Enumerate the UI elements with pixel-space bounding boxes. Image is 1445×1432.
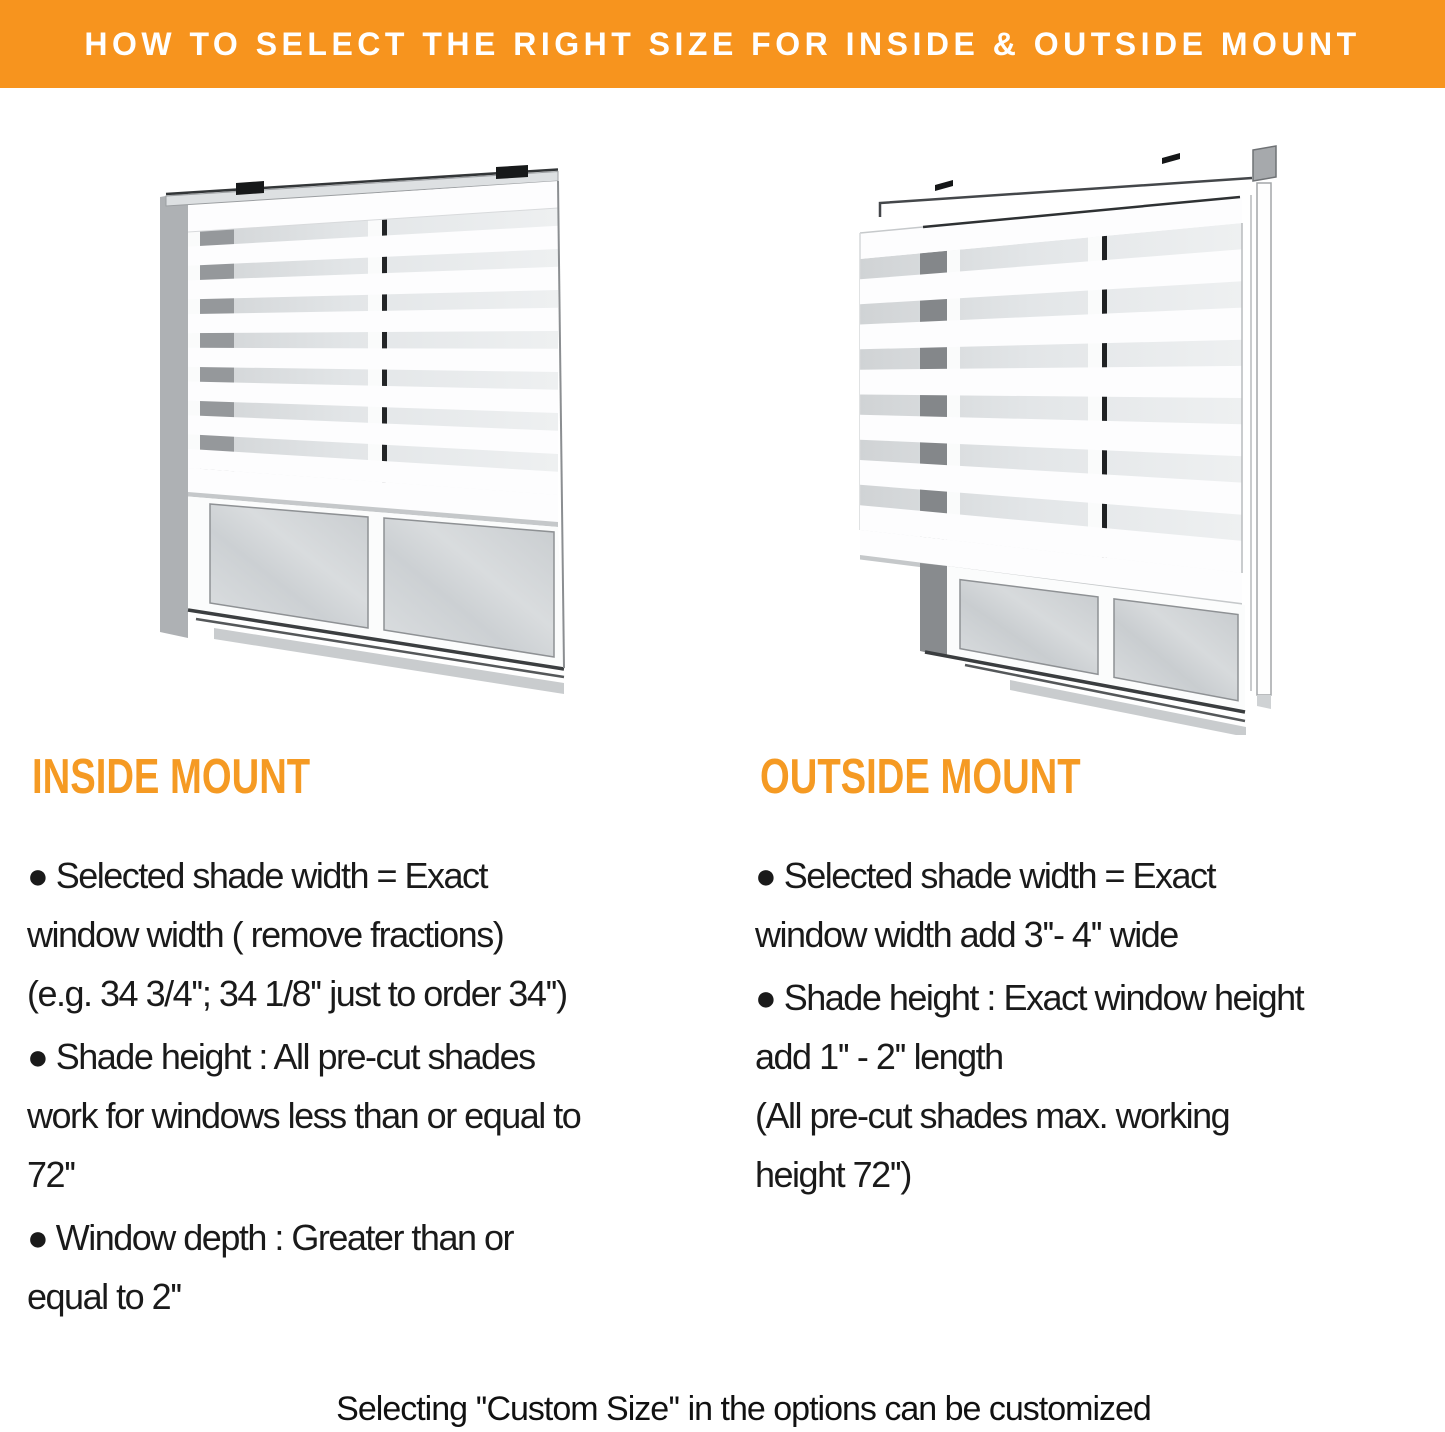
text-line: add 1'' - 2'' length (755, 1036, 1003, 1077)
outside-mount-section (755, 750, 1445, 1204)
outside-mount-window-illustration (830, 135, 1330, 735)
banner-title: HOW TO SELECT THE RIGHT SIZE FOR INSIDE & OUTSIDE MOUNT (84, 25, 1361, 62)
mount-screw-icon (1162, 153, 1180, 164)
text-line: ● Selected shade width = Exact (27, 855, 488, 896)
rail-end-cap (1253, 146, 1276, 181)
text-line: ● Shade height : All pre-cut shades (27, 1036, 535, 1077)
text-line: ● Shade height : Exact window height (755, 977, 1304, 1018)
text-line: window width ( remove fractions) (27, 914, 504, 955)
mount-clip-icon (236, 181, 264, 195)
inside-mount-heading: INSIDE MOUNT (32, 750, 311, 804)
custom-size-note: Selecting ''Custom Size'' in the options can be customized (336, 1390, 1151, 1428)
text-line: equal to 2'' (27, 1276, 181, 1317)
text-line: (e.g. 34 3/4''; 34 1/8'' just to order 34'') (27, 973, 567, 1014)
mount-clip-icon (496, 165, 528, 179)
title-banner (0, 0, 1445, 88)
text-line: ● Window depth : Greater than or (27, 1217, 514, 1258)
text-line: height 72'') (755, 1154, 911, 1195)
window-frame-left-jamb (160, 192, 188, 638)
shade-side-channel (1251, 183, 1271, 709)
inside-mount-section (27, 750, 717, 1326)
text-line: window width add 3''- 4'' wide (755, 914, 1178, 955)
mount-screw-icon (935, 180, 953, 191)
outside-mount-heading: OUTSIDE MOUNT (760, 750, 1081, 804)
text-line: 72'' (27, 1154, 75, 1195)
text-line: (All pre-cut shades max. working (755, 1095, 1230, 1136)
inside-mount-window-illustration (150, 140, 650, 740)
text-line: work for windows less than or equal to (27, 1095, 581, 1136)
text-line: ● Selected shade width = Exact (755, 855, 1216, 896)
